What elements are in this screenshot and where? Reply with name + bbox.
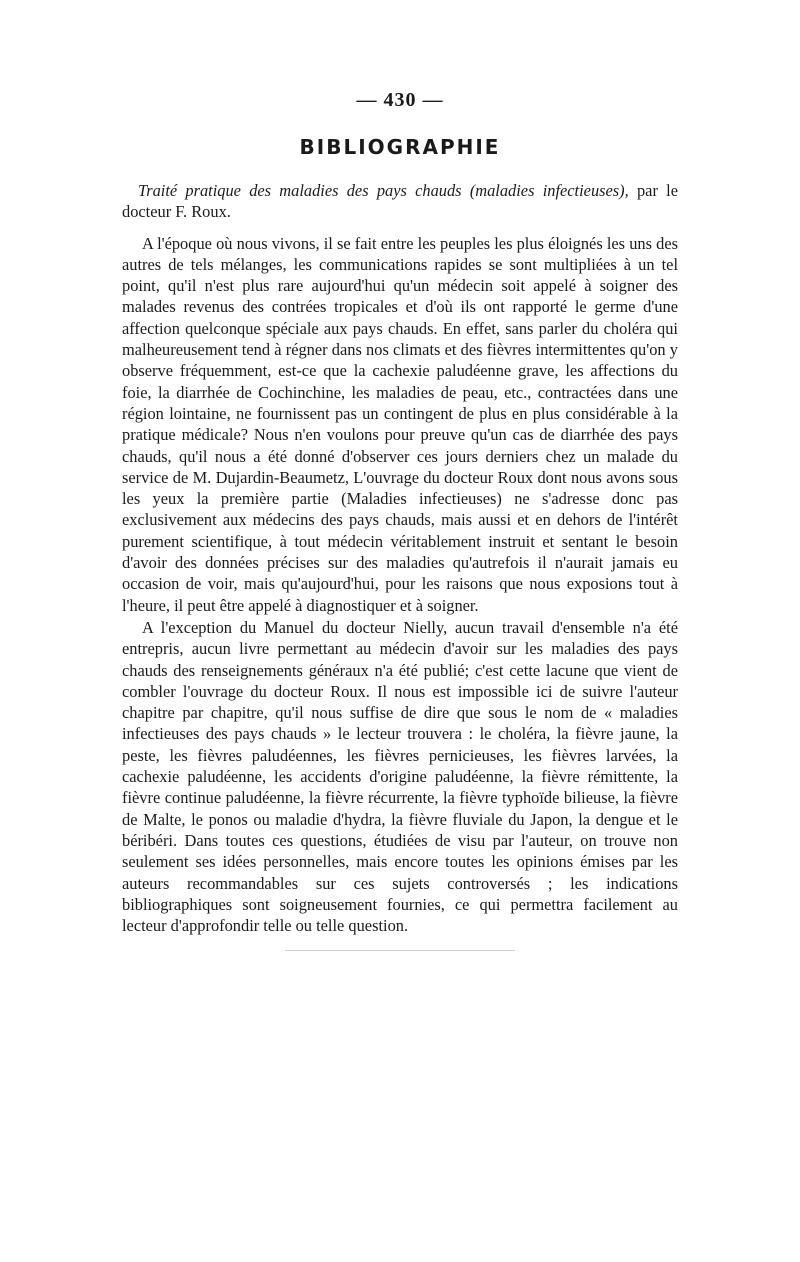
page-number: — 430 — bbox=[356, 89, 444, 111]
section-heading: BIBLIOGRAPHIE bbox=[299, 135, 501, 159]
closing-rule bbox=[285, 950, 515, 951]
book-author: par le docteur F. Roux. bbox=[122, 181, 678, 222]
book-title: Traité pratique des maladies des pays chauds (maladies infectieuses), bbox=[138, 181, 629, 200]
bibliography-entry bbox=[122, 180, 678, 223]
review-body bbox=[122, 233, 678, 937]
paragraph: A l'époque où nous vivons, il se fait entre les peuples les plus éloignés les uns des autres de tels mélanges, les communications rapides se sont multipliées à un tel point, qu'il n'est plus rare aujourd'hui qu'un médecin soit appelé à soigner des malades revenus des contrées tropicales et d'où ils ont rapporté le germe d'une affection quelconque spéciale aux pays chauds. En effet, sans parler du choléra qui malheureusement tend à régner dans nos climats et des fièvres intermittentes qu'on y observe fréquemment, est-ce que la cachexie paludéenne grave, les affections du foie, la diarrhée de Cochinchine, les maladies de peau, etc., contractées dans une région lointaine, ne fournissent pas un contingent de plus en plus considérable à la pratique médicale? Nous n'en voulons pour preuve qu'un cas de diarrhée des pays chauds, qu'il nous a été donné d'observer ces jours derniers chez un malade du service de M. Dujardin-Beaumetz, L'ouvrage du docteur Roux dont nous avons sous les yeux la première partie (Maladies infectieuses) ne s'adresse donc pas exclusivement aux médecins des pays chauds, mais aussi et en dehors de l'intérêt purement scientifique, à tout médecin véritablement instruit et sentant le besoin d'avoir des données précises sur des maladies qu'autrefois il n'aurait jamais eu occasion de voir, mais qu'aujourd'hui, pour les raisons que nous exposions tout à l'heure, il peut être appelé à diagnostiquer et à soigner. bbox=[122, 233, 678, 615]
book-page bbox=[122, 88, 678, 951]
paragraph: A l'exception du Manuel du docteur Nielly, aucun travail d'ensemble n'a été entrepris, aucun livre permettant au médecin d'avoir sur les maladies des pays chauds des renseignements généraux n'a été publié; c'est cette lacune que vient de combler l'ouvrage du docteur Roux. Il nous est impossible ici de suivre l'auteur chapitre par chapitre, qu'il nous suffise de dire que sous le nom de « maladies infectieuses des pays chauds » le lecteur trouvera : le choléra, la fièvre jaune, la peste, les fièvres paludéennes, les fièvres pernicieuses, les fièvres larvées, la cachexie paludéenne, les accidents d'origine paludéenne, la fièvre rémittente, la fièvre continue paludéenne, la fièvre récurrente, la fièvre typhoïde bilieuse, la fièvre de Malte, le ponos ou maladie d'hydra, la fièvre fluviale du Japon, la dengue et le béribéri. Dans toutes ces questions, étudiées de visu par l'auteur, on trouve non seulement ses idées personnelles, mais encore toutes les opinions émises par les auteurs recommandables sur ces sujets controversés ; les indications bibliographiques sont soigneusement fournies, ce qui permettra facilement au lecteur d'approfondir telle ou telle question. bbox=[122, 617, 678, 936]
